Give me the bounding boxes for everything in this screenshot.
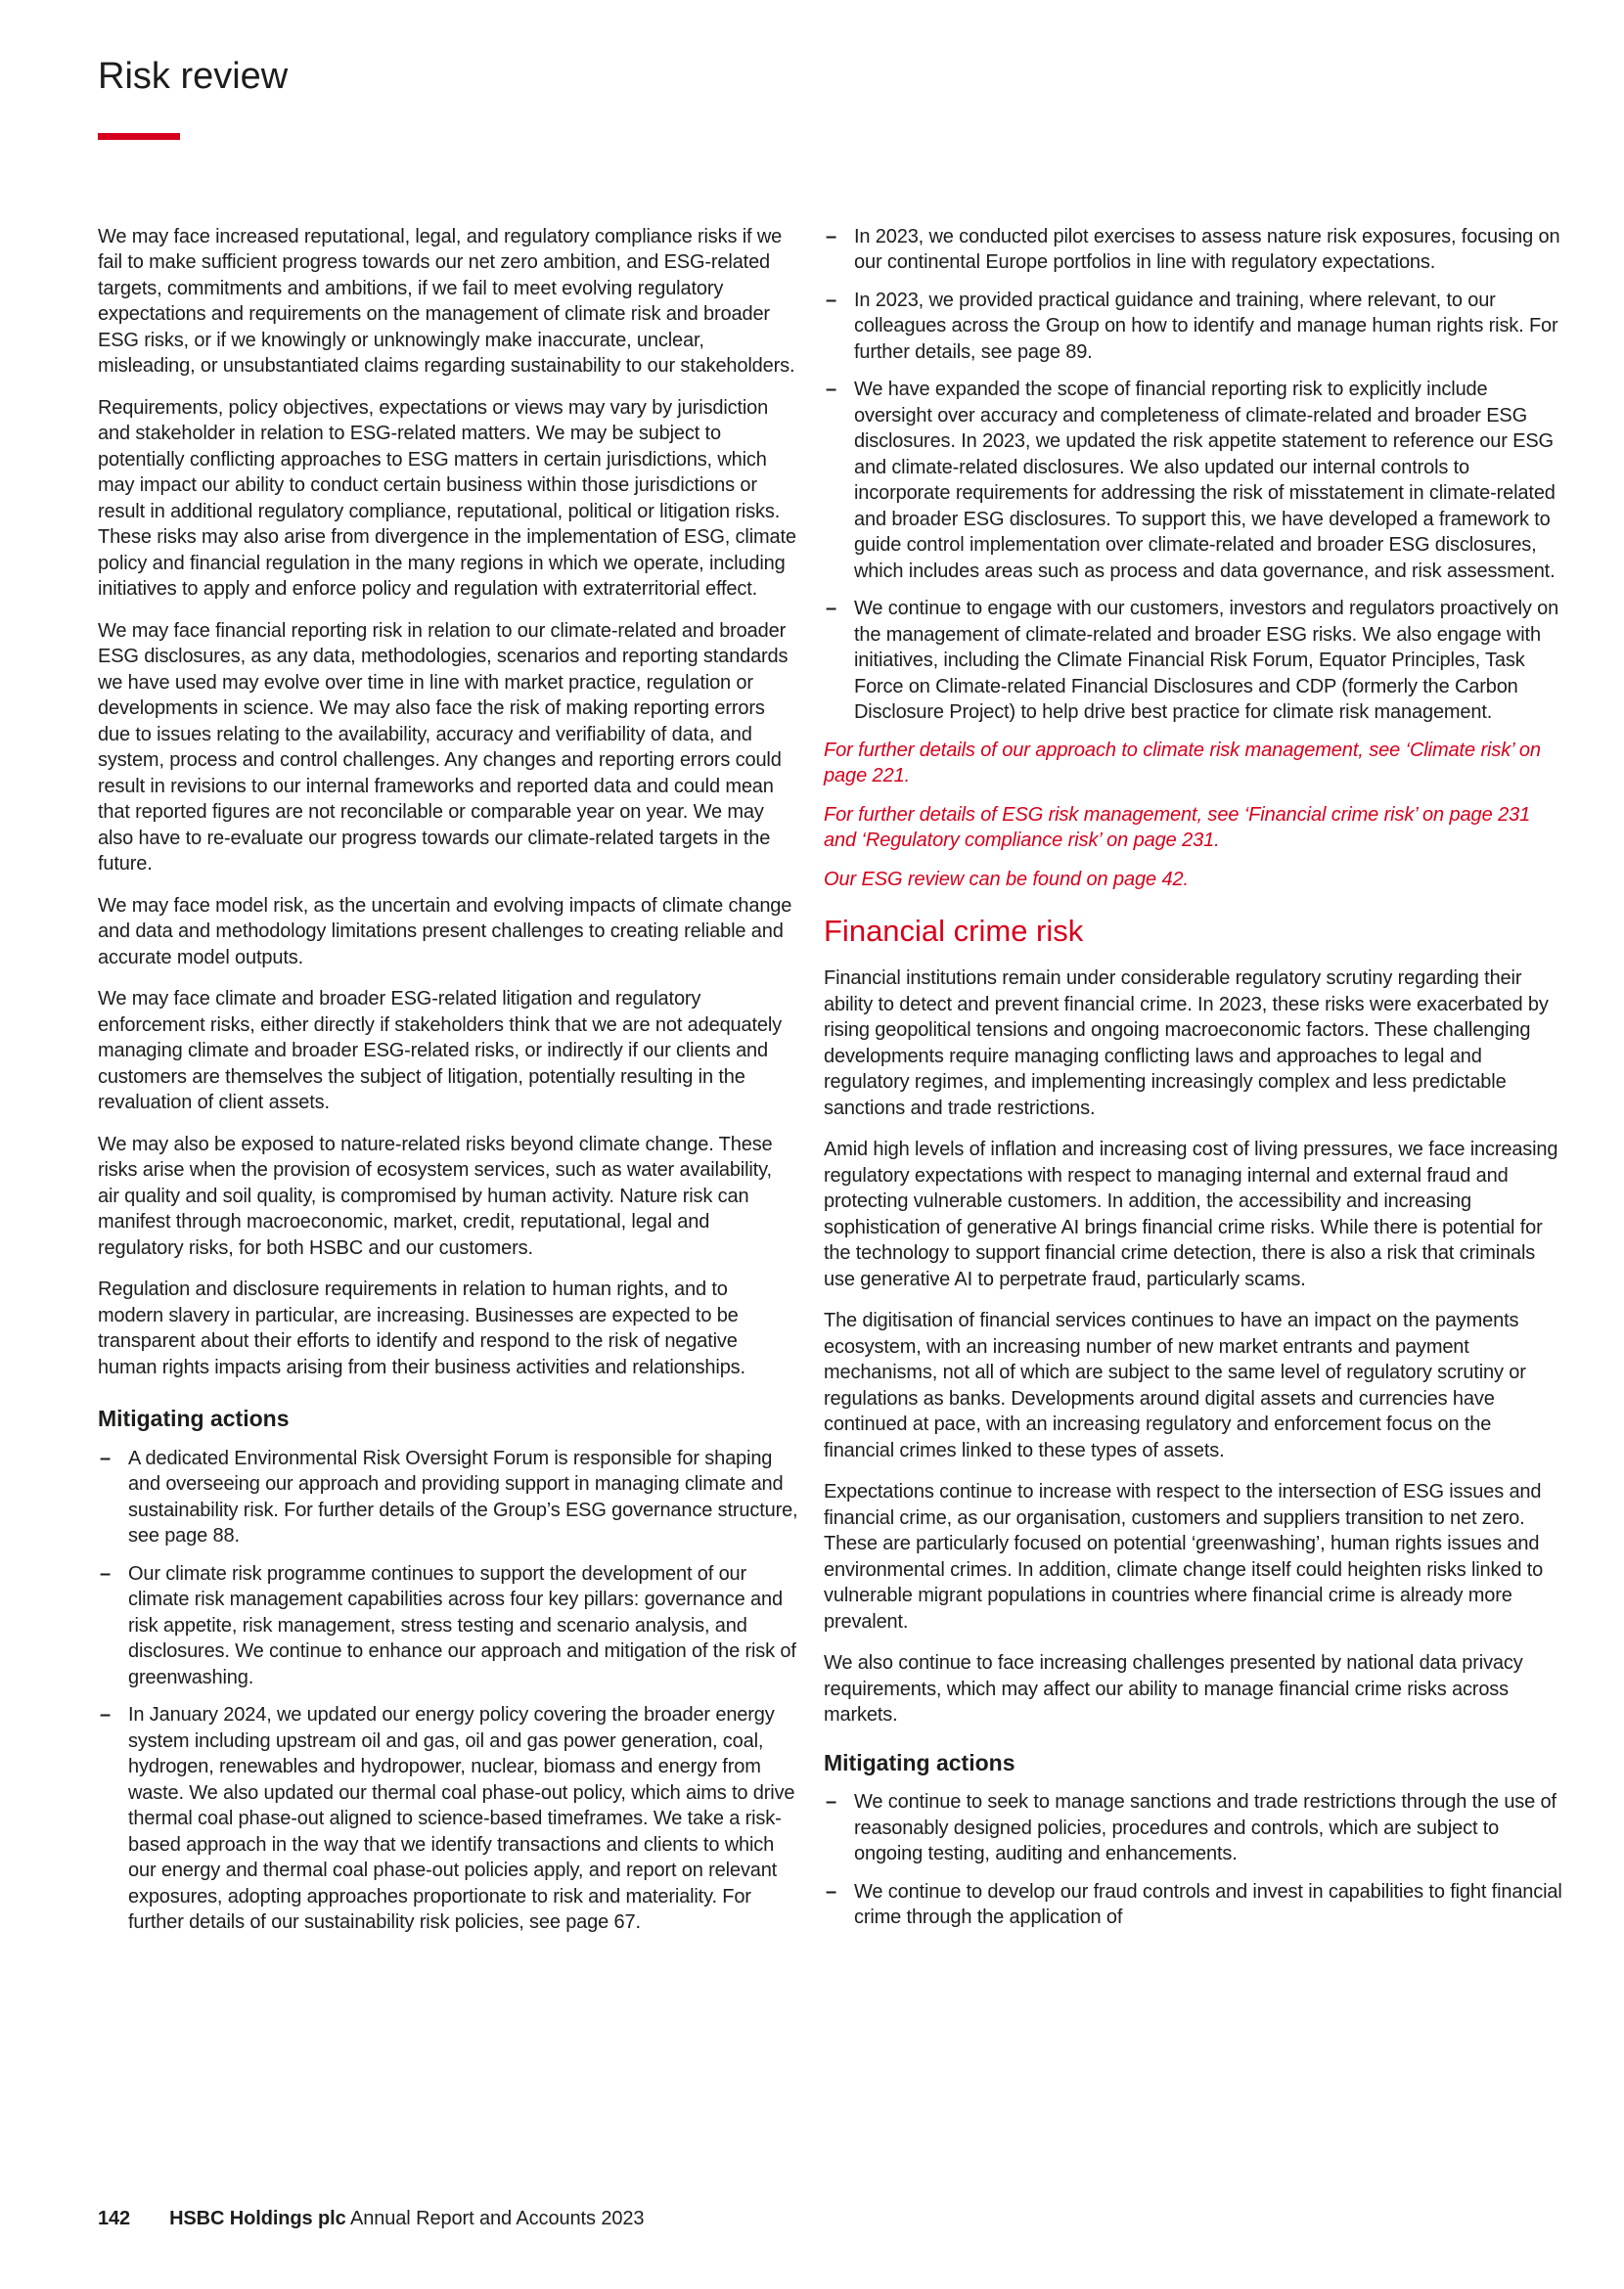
paragraph: We may also be exposed to nature-related risks beyond climate change. These risks arise when the provision of ecosystem services, such as water availability, air quality and soil quality, is compromised by human activity. Nature risk can manifest through macroeconomic, market, credit, reputational, legal and regulatory risks, for both HSBC and our customers.: [98, 1133, 773, 1259]
list-item-text: We continue to seek to manage sanctions and trade restrictions through the use of reasonably designed policies, procedures and controls, which are subject to ongoing testing, auditing and enhancements.: [854, 1791, 1556, 1865]
dash-bullet: –: [826, 598, 836, 620]
page-footer: [98, 2208, 644, 2230]
list-item: [824, 596, 1563, 726]
mitigating-actions-list: [824, 1789, 1563, 1931]
dash-bullet: –: [100, 1447, 111, 1469]
paragraph: We may face increased reputational, legal, and regulatory compliance risks if we fail to make sufficient progress towards our net zero ambition, and ESG-related targets, commitments and ambitions, if we fail to meet evolving regulatory expectations and requirements on the management of climate risk and broader ESG risks, or if we knowingly or unknowingly make inaccurate, unclear, misleading, or unsubstantiated claims regarding sustainability to our stakeholders.: [98, 225, 795, 378]
list-item: [824, 1879, 1563, 1931]
list-item-text: A dedicated Environmental Risk Oversight Forum is responsible for shaping and overseeing our approach and providing support in managing climate and sustainability risk. For further details of the Group’s ESG governance structure, see page 88.: [128, 1447, 798, 1548]
dash-bullet: –: [826, 379, 836, 401]
mitigating-actions-list-continued: [824, 224, 1563, 726]
cross-reference-note: For further details of ESG risk management, see ‘Financial crime risk’ on page 231 and ‘Regulatory compliance risk’ on page 231.: [824, 803, 1531, 851]
financial-crime-risk-heading: Financial crime risk: [824, 913, 1084, 948]
list-item-text: We continue to develop our fraud controls and invest in capabilities to fight financial crime through the application of: [854, 1880, 1562, 1929]
two-column-layout: [98, 224, 1565, 1948]
mitigating-actions-heading: Mitigating actions: [98, 1406, 290, 1432]
right-column: [824, 224, 1563, 1948]
mitigating-actions-heading: Mitigating actions: [824, 1749, 1015, 1775]
paragraph: Expectations continue to increase with respect to the intersection of ESG issues and financial crime, as our organisation, customers and suppliers transition to net zero. These are particularly focused on potential ‘greenwashing’, human rights issues and environmental crimes. In addition, climate change itself could heighten risks linked to vulnerable migrant populations in countries where financial crime is already more prevalent.: [824, 1481, 1544, 1633]
dash-bullet: –: [826, 289, 836, 311]
cross-reference-note: Our ESG review can be found on page 42.: [824, 868, 1190, 890]
paragraph: We may face climate and broader ESG-related litigation and regulatory enforcement risks, either directly if stakeholders think that we are not adequately managing climate and broader ESG-related risks, or indirectly if our clients and customers are themselves the subject of litigation, potentially resulting in the revaluation of client assets.: [98, 988, 783, 1114]
list-item-text: In 2023, we provided practical guidance and training, where relevant, to our colleagues across the Group on how to identify and manage human rights risk. For further details, see page 89.: [854, 289, 1558, 363]
page-title: Risk review: [98, 56, 289, 97]
list-item: [824, 377, 1563, 584]
paragraph: Requirements, policy objectives, expectations or views may vary by jurisdiction and stakeholder in relation to ESG-related matters. We may be subject to potentially conflicting approaches to ESG matters in certain jurisdictions, which may impact our ability to conduct certain business within those jurisdictions or result in additional regulatory compliance, reputational, political or litigation risks. These risks may also arise from divergence in the implementation of ESG, climate policy and financial regulation in the many regions in which we operate, including initiatives to apply and enforce policy and regulation with extraterritorial effect.: [98, 396, 796, 601]
dash-bullet: –: [100, 1562, 111, 1585]
title-underline-rule: [98, 133, 180, 140]
paragraph: The digitisation of financial services continues to have an impact on the payments ecosystem, with an increasing number of new market entrants and payment mechanisms, not all of which are subject to the same level of regulatory scrutiny or regulations as banks. Developments around digital assets and currencies have continued at pace, with an increasing regulatory and enforcement focus on the financial crimes linked to these types of assets.: [824, 1310, 1526, 1461]
paragraph: We also continue to face increasing challenges presented by national data privacy requirements, which may affect our ability to manage financial crime risks across markets.: [824, 1652, 1523, 1727]
company-name: HSBC Holdings plc: [169, 2208, 346, 2229]
dash-bullet: –: [100, 1704, 111, 1727]
paragraph: We may face financial reporting risk in relation to our climate-related and broader ESG disclosures, as any data, methodologies, scenarios and reporting standards we have used may evolve over time in line with market practice, regulation or developments in science. We may also face the risk of making reporting errors due to issues relating to the availability, accuracy and verifiability of data, and system, process and control challenges. Any changes and reporting errors could result in revisions to our internal frameworks and reported data and could mean that reported figures are not reconcilable or comparable year on year. We may also have to re-evaluate our progress towards our climate-related targets in the future.: [98, 619, 789, 875]
paragraph: Financial institutions remain under considerable regulatory scrutiny regarding their ability to detect and prevent financial crime. In 2023, these risks were exacerbated by rising geopolitical tensions and ongoing macroeconomic factors. These challenging developments require managing conflicting laws and approaches to legal and regulatory regimes, and implementing increasingly complex and less predictable sanctions and trade restrictions.: [824, 967, 1549, 1119]
dash-bullet: –: [826, 1791, 836, 1814]
list-item: [824, 1789, 1563, 1867]
list-item: [98, 1446, 798, 1549]
cross-reference-note: For further details of our approach to climate risk management, see ‘Climate risk’ on page 221.: [824, 739, 1541, 786]
list-item-text: In January 2024, we updated our energy policy covering the broader energy system including upstream oil and gas, oil and gas power generation, coal, hydrogen, renewables and hydropower, nuclear, biomass and energy from waste. We also updated our thermal coal phase-out policy, which aims to drive thermal coal phase-out aligned to science-based timeframes. We take a risk-based approach in the way that we identify transactions and clients to which our energy and thermal coal phase-out policies apply, and report on relevant exposures, adopting approaches proportionate to risk and materiality. For further details of our sustainability risk policies, see page 67.: [128, 1704, 795, 1934]
list-item: [824, 288, 1563, 366]
report-title: Annual Report and Accounts 2023: [349, 2208, 645, 2229]
list-item: [98, 1702, 798, 1936]
page-number: 142: [98, 2208, 131, 2229]
list-item-text: We have expanded the scope of financial reporting risk to explicitly include oversight over accuracy and completeness of climate-related and broader ESG disclosures. In 2023, we updated the risk appetite statement to reference our ESG and climate-related disclosures. We also updated our internal controls to incorporate requirements for addressing the risk of misstatement in climate-related and broader ESG disclosures. To support this, we have developed a framework to guide control implementation over climate-related and broader ESG disclosures, which includes areas such as process and data governance, and risk assessment.: [854, 379, 1556, 582]
list-item-text: We continue to engage with our customers, investors and regulators proactively on the management of climate-related and broader ESG risks. We also engage with initiatives, including the Climate Financial Risk Forum, Equator Principles, Task Force on Climate-related Financial Disclosures and CDP (formerly the Carbon Disclosure Project) to help drive best practice for climate risk management.: [854, 598, 1559, 724]
list-item: [98, 1561, 798, 1691]
paragraph: Amid high levels of inflation and increasing cost of living pressures, we face increasing regulatory expectations with respect to managing internal and external fraud and protecting vulnerable customers. In addition, the accessibility and increasing sophistication of generative AI brings financial crime risks. While there is potential for the technology to support financial crime detection, there is also a risk that criminals use generative AI to perpetrate fraud, particularly scams.: [824, 1139, 1558, 1290]
paragraph: We may face model risk, as the uncertain and evolving impacts of climate change and data and methodology limitations present challenges to creating reliable and accurate model outputs.: [98, 894, 792, 968]
mitigating-actions-list: [98, 1446, 798, 1936]
dash-bullet: –: [826, 1880, 836, 1903]
list-item: [824, 224, 1563, 276]
list-item-text: In 2023, we conducted pilot exercises to assess nature risk exposures, focusing on our continental Europe portfolios in line with regulatory expectations.: [854, 225, 1560, 274]
left-column: [98, 224, 798, 1948]
page-header: [98, 55, 1565, 140]
list-item-text: Our climate risk programme continues to support the development of our climate risk management capabilities across four key pillars: governance and risk appetite, risk management, stress testing and scenario analysis, and disclosures. We continue to enhance our approach and mitigation of the risk of greenwashing.: [128, 1562, 796, 1688]
dash-bullet: –: [826, 225, 836, 247]
paragraph: Regulation and disclosure requirements in relation to human rights, and to modern slavery in particular, are increasing. Businesses are expected to be transparent about their efforts to identify and respond to the risk of negative human rights impacts arising from their business activities and relationships.: [98, 1279, 745, 1378]
